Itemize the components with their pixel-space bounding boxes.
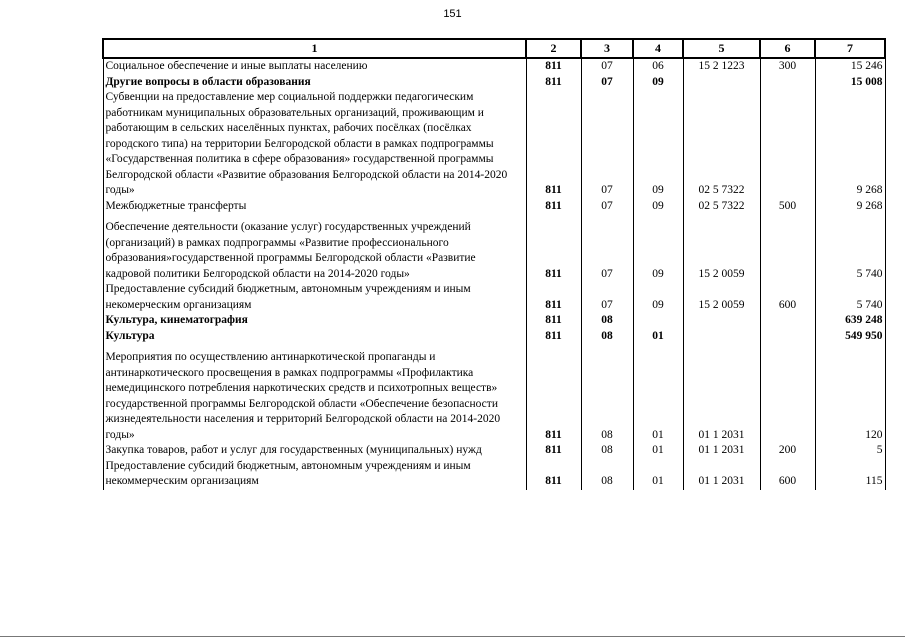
row-name: Культура, кинематография xyxy=(103,313,526,329)
row-chapter: 811 xyxy=(526,214,581,282)
row-name: Мероприятия по осуществлению антинаркотической пропаганды и антинаркотического просвещения в рамках подпрограммы «Профилактика немедицинского потребления наркотических средств и психотропных веществ» государственной программы Белгородской области «Обеспечение безопасности жизнедеятельности населения и территорий Белгородской области на 2014-2020 годы» xyxy=(103,344,526,443)
row-section: 07 xyxy=(581,58,633,75)
row-target-article: 01 1 2031 xyxy=(683,344,760,443)
row-chapter: 811 xyxy=(526,199,581,215)
row-amount: 15 246 xyxy=(815,58,885,75)
row-chapter: 811 xyxy=(526,75,581,91)
header-col-1: 1 xyxy=(103,39,526,58)
row-amount: 9 268 xyxy=(815,90,885,199)
row-amount: 549 950 xyxy=(815,329,885,345)
row-chapter: 811 xyxy=(526,344,581,443)
page-number: 151 xyxy=(443,8,462,20)
row-expense-type xyxy=(760,313,815,329)
row-expense-type xyxy=(760,329,815,345)
row-section: 07 xyxy=(581,199,633,215)
row-subsection xyxy=(633,313,683,329)
row-name: Другие вопросы в области образования xyxy=(103,75,526,91)
row-name: Субвенции на предоставление мер социальной поддержки педагогическим работникам муниципальных образовательных организаций, проживающим и работающим в сельских населённых пунктах, рабочих посёлках (посёлках городского типа) на территории Белгородской области в рамках подпрограммы «Государственная политика в сфере образования» государственной программы Белгородской области «Развитие образования Белгородской области на 2014-2020 годы» xyxy=(103,90,526,199)
header-col-2: 2 xyxy=(526,39,581,58)
table-row xyxy=(103,443,885,459)
row-section: 07 xyxy=(581,75,633,91)
row-subsection: 01 xyxy=(633,329,683,345)
row-name: Обеспечение деятельности (оказание услуг) государственных учреждений (организаций) в рамках подпрограммы «Развитие профессионального образования»государственной программы Белгородской области «Развитие кадровой политики Белгородской области на 2014-2020 годы» xyxy=(103,214,526,282)
table-row xyxy=(103,313,885,329)
row-expense-type xyxy=(760,75,815,91)
row-target-article: 01 1 2031 xyxy=(683,459,760,490)
row-expense-type: 200 xyxy=(760,443,815,459)
table-row xyxy=(103,90,885,199)
table-row xyxy=(103,282,885,313)
table-row xyxy=(103,58,885,75)
table-row xyxy=(103,329,885,345)
row-chapter: 811 xyxy=(526,313,581,329)
row-expense-type: 300 xyxy=(760,58,815,75)
row-subsection: 09 xyxy=(633,90,683,199)
row-expense-type xyxy=(760,214,815,282)
row-subsection: 01 xyxy=(633,344,683,443)
row-name: Закупка товаров, работ и услуг для государственных (муниципальных) нужд xyxy=(103,443,526,459)
table-row xyxy=(103,214,885,282)
row-chapter: 811 xyxy=(526,443,581,459)
row-section: 08 xyxy=(581,329,633,345)
row-amount: 120 xyxy=(815,344,885,443)
table-row xyxy=(103,199,885,215)
row-chapter: 811 xyxy=(526,90,581,199)
page-edge-line xyxy=(0,636,905,637)
row-subsection: 06 xyxy=(633,58,683,75)
table-row xyxy=(103,459,885,490)
row-target-article: 02 5 7322 xyxy=(683,199,760,215)
row-chapter: 811 xyxy=(526,282,581,313)
row-name: Межбюджетные трансферты xyxy=(103,199,526,215)
row-name: Культура xyxy=(103,329,526,345)
header-col-6: 6 xyxy=(760,39,815,58)
row-chapter: 811 xyxy=(526,459,581,490)
row-amount: 5 740 xyxy=(815,214,885,282)
row-target-article xyxy=(683,75,760,91)
row-chapter: 811 xyxy=(526,329,581,345)
row-expense-type xyxy=(760,90,815,199)
row-target-article xyxy=(683,313,760,329)
row-subsection: 09 xyxy=(633,75,683,91)
row-target-article xyxy=(683,329,760,345)
table-row xyxy=(103,344,885,443)
row-section: 08 xyxy=(581,443,633,459)
budget-table xyxy=(102,38,886,490)
row-name: Предоставление субсидий бюджетным, автономным учреждениям и иным некомерческим организациям xyxy=(103,282,526,313)
row-subsection: 09 xyxy=(633,214,683,282)
row-amount: 15 008 xyxy=(815,75,885,91)
row-section: 08 xyxy=(581,313,633,329)
row-target-article: 02 5 7322 xyxy=(683,90,760,199)
row-expense-type: 600 xyxy=(760,459,815,490)
row-section: 07 xyxy=(581,282,633,313)
header-col-3: 3 xyxy=(581,39,633,58)
row-subsection: 09 xyxy=(633,199,683,215)
row-name: Предоставление субсидий бюджетным, автономным учреждениям и иным некоммерческим организациям xyxy=(103,459,526,490)
row-amount: 5 xyxy=(815,443,885,459)
header-col-5: 5 xyxy=(683,39,760,58)
row-section: 07 xyxy=(581,90,633,199)
row-name: Социальное обеспечение и иные выплаты населению xyxy=(103,58,526,75)
row-target-article: 15 2 0059 xyxy=(683,282,760,313)
row-amount: 115 xyxy=(815,459,885,490)
row-target-article: 15 2 1223 xyxy=(683,58,760,75)
table-header-row xyxy=(103,39,885,58)
row-subsection: 01 xyxy=(633,459,683,490)
row-target-article: 01 1 2031 xyxy=(683,443,760,459)
row-subsection: 09 xyxy=(633,282,683,313)
table-row xyxy=(103,75,885,91)
row-amount: 9 268 xyxy=(815,199,885,215)
header-col-4: 4 xyxy=(633,39,683,58)
row-section: 07 xyxy=(581,214,633,282)
row-amount: 5 740 xyxy=(815,282,885,313)
row-expense-type: 600 xyxy=(760,282,815,313)
row-subsection: 01 xyxy=(633,443,683,459)
row-amount: 639 248 xyxy=(815,313,885,329)
row-chapter: 811 xyxy=(526,58,581,75)
row-section: 08 xyxy=(581,459,633,490)
header-col-7: 7 xyxy=(815,39,885,58)
row-section: 08 xyxy=(581,344,633,443)
row-expense-type xyxy=(760,344,815,443)
row-expense-type: 500 xyxy=(760,199,815,215)
row-target-article: 15 2 0059 xyxy=(683,214,760,282)
